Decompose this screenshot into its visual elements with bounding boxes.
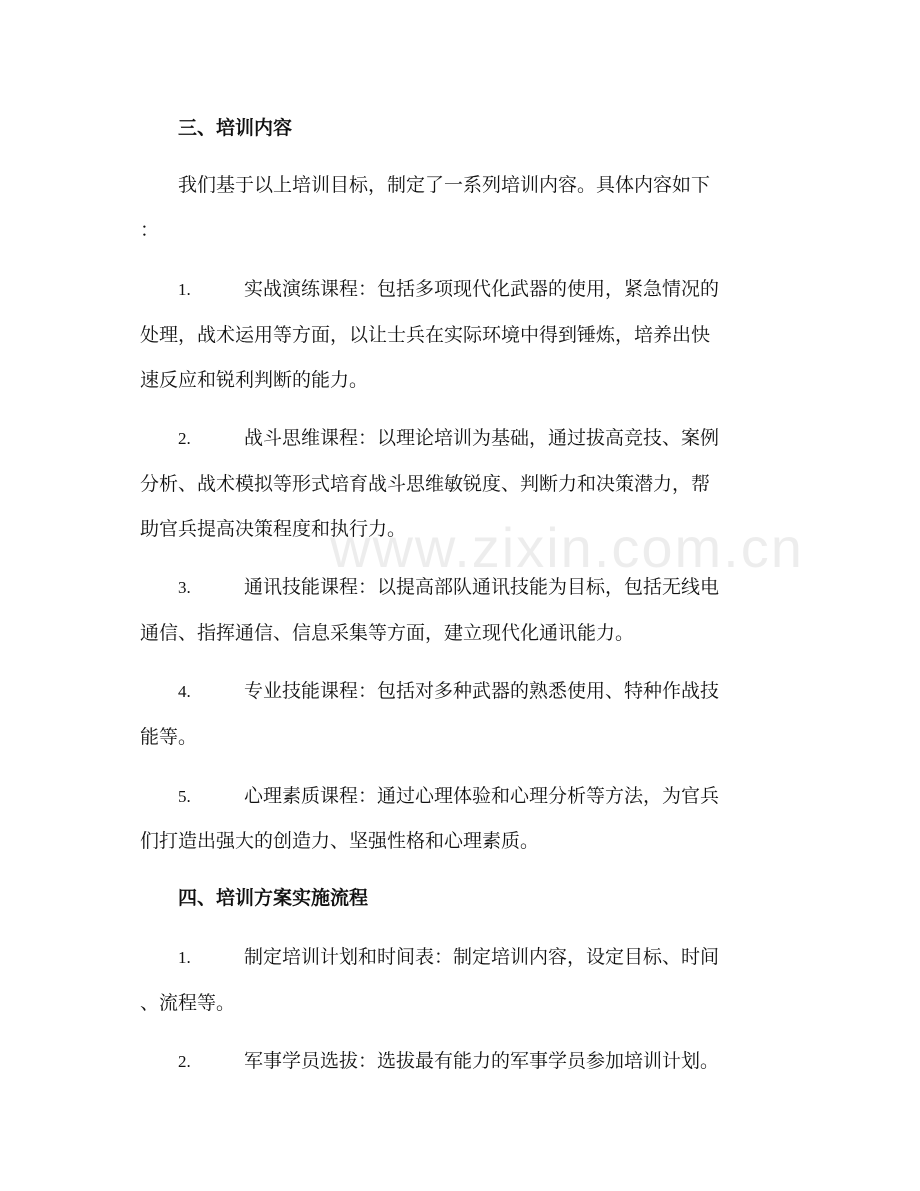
section-3-item-2-number: 2. [178,429,191,448]
section-3-item-2-line-1: 战斗思维课程：以理论培训为基础，通过拔高竞技、案例 [244,427,720,449]
section-3-intro-line-2: ： [140,219,160,241]
section-4-item-1-number: 1. [178,948,191,967]
section-3-item-1-line-1: 实战演练课程：包括多项现代化武器的使用，紧急情况的 [244,278,720,300]
section-4-item-1-line-1: 制定培训计划和时间表：制定培训内容，设定目标、时间 [244,946,720,968]
section-4-item-2-number: 2. [178,1052,191,1071]
section-4-item-1-line-2: 、流程等。 [140,992,236,1014]
section-3-item-5-number: 5. [178,787,191,806]
section-3-item-2-line-3: 助官兵提高决策程度和执行力。 [140,518,407,540]
section-3-item-3-number: 3. [178,578,191,597]
section-4-heading: 四、培训方案实施流程 [178,887,369,909]
section-3-item-5-line-1: 心理素质课程：通过心理体验和心理分析等方法，为官兵 [244,785,720,807]
section-3-item-2-line-2: 分析、战术模拟等形式培育战斗思维敏锐度、判断力和决策潜力，帮 [140,473,711,495]
section-4-item-2-line-1: 军事学员选拔：选拔最有能力的军事学员参加培训计划。 [244,1050,720,1072]
section-3-item-4-line-2: 能等。 [140,726,198,748]
section-3-item-1-line-2: 处理，战术运用等方面，以让士兵在实际环境中得到锤炼，培养出快 [140,324,711,346]
section-3-item-4-line-1: 专业技能课程：包括对多种武器的熟悉使用、特种作战技 [244,680,720,702]
section-3-item-3-line-1: 通讯技能课程：以提高部队通讯技能为目标，包括无线电 [244,576,720,598]
section-3-heading: 三、培训内容 [178,117,293,139]
section-3-item-5-line-2: 们打造出强大的创造力、坚强性格和心理素质。 [140,830,540,852]
section-3-item-4-number: 4. [178,682,191,701]
watermark: www.zixin.com.cn [330,516,804,579]
section-3-item-1-number: 1. [178,280,191,299]
section-3-item-1-line-3: 速反应和锐利判断的能力。 [140,369,369,391]
section-3-item-3-line-2: 通信、指挥通信、信息采集等方面，建立现代化通讯能力。 [140,622,635,644]
section-3-intro-line-1: 我们基于以上培训目标，制定了一系列培训内容。具体内容如下 [178,174,711,196]
